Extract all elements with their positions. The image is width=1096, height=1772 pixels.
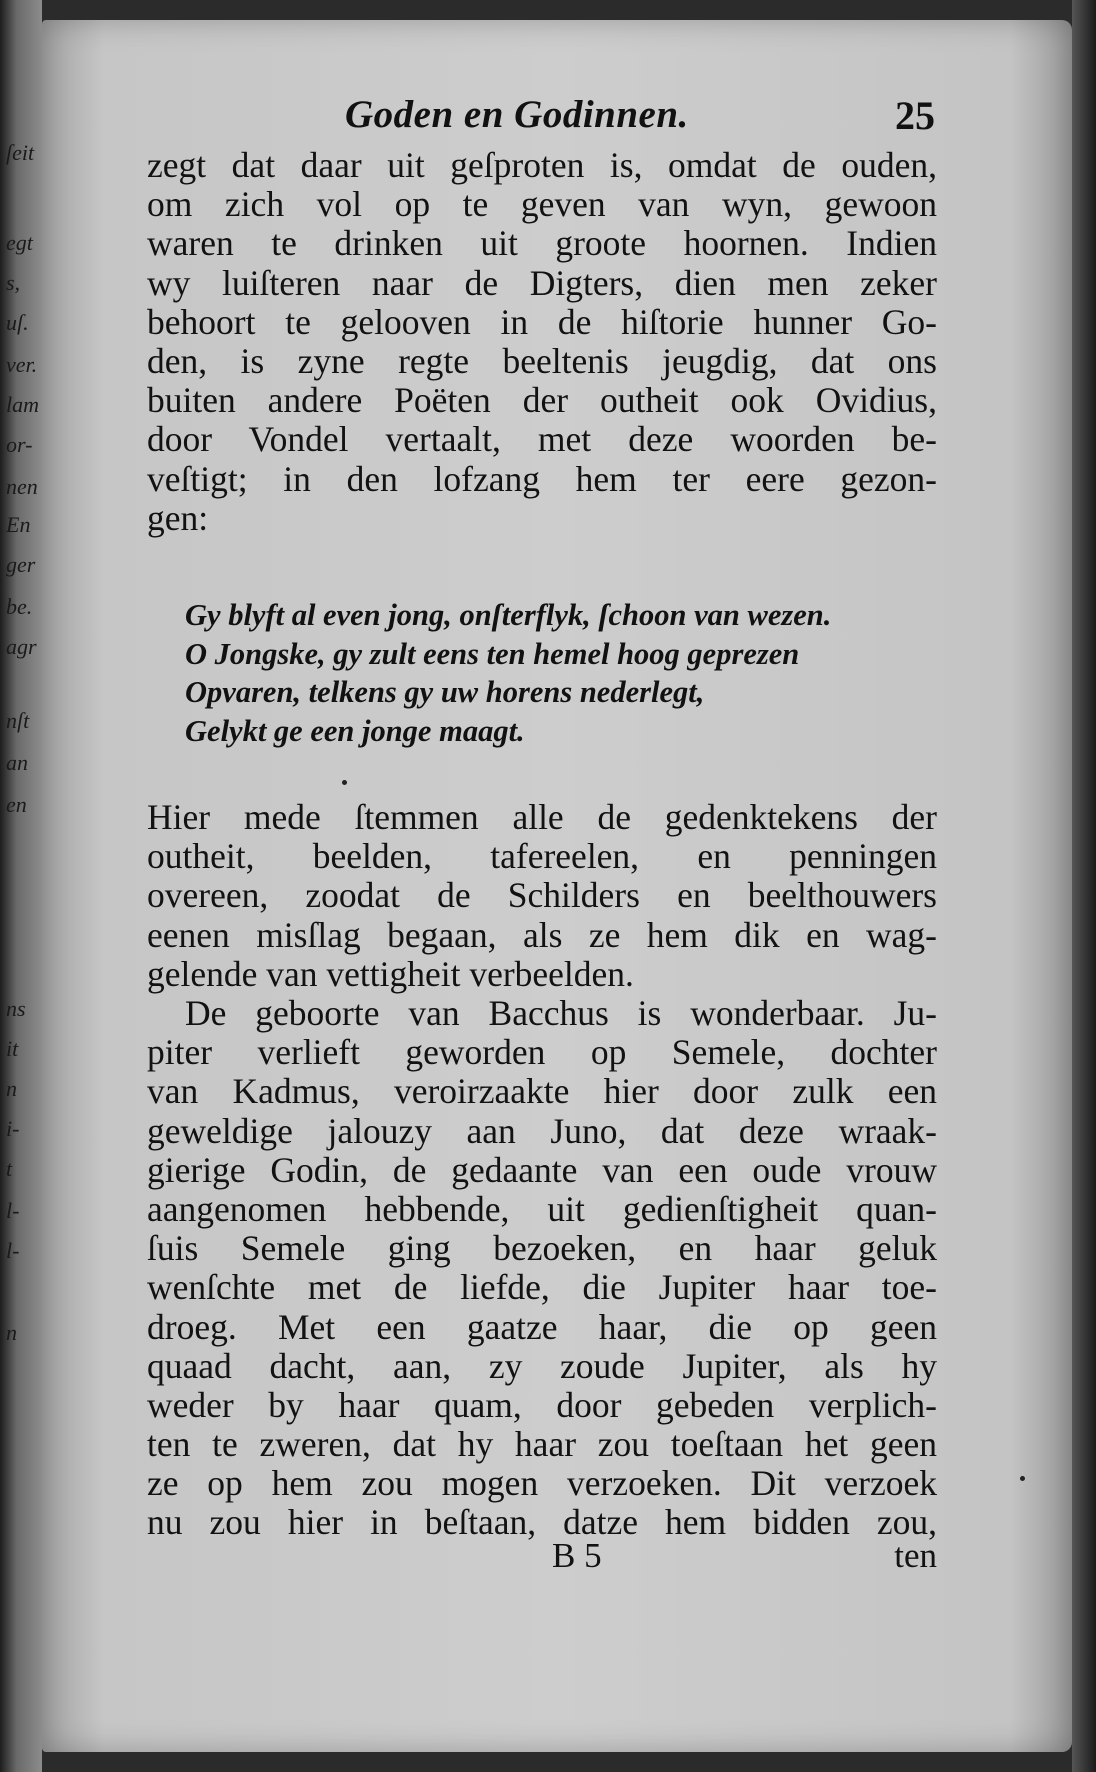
paragraph-3 xyxy=(147,994,937,1543)
margin-fragment: nſt xyxy=(6,708,30,733)
paragraph-1 xyxy=(147,146,937,538)
text-line: gelende van vettigheit verbeelden. xyxy=(147,953,634,994)
signature-mark: B 5 xyxy=(552,1536,602,1575)
running-title: Goden en Godinnen. xyxy=(345,93,689,136)
paragraph-2 xyxy=(147,798,937,994)
margin-fragment: ſeit xyxy=(6,140,35,165)
text-line: nu zou hier in beſtaan, datze hem bidden zou, xyxy=(147,1502,937,1543)
text-line: overeen, zoodat de Schilders en beelthouwers xyxy=(147,875,937,916)
text-line: outheit, beelden, tafereelen, en penningen xyxy=(147,836,937,877)
verse-line: Gelykt ge een jonge maagt. xyxy=(185,713,525,748)
verse-line: Opvaren, telkens gy uw horens nederlegt, xyxy=(185,675,705,709)
margin-fragment: l- xyxy=(6,1198,20,1223)
text-line: ten te zweren, dat hy haar zou toeſtaan het geen xyxy=(147,1424,937,1465)
text-line: geweldige jalouzy aan Juno, dat deze wraak- xyxy=(147,1110,937,1151)
text-line: buiten andere Poëten der outheit ook Ovidius, xyxy=(147,380,937,421)
margin-fragment: egt xyxy=(6,230,33,255)
ink-speck xyxy=(342,780,347,785)
margin-fragment: an xyxy=(6,750,28,775)
text-line: behoort te gelooven in de hiſtorie hunner Go- xyxy=(147,301,937,342)
verse-line: Gy blyft al even jong, onſterflyk, ſchoon van wezen. xyxy=(185,598,832,632)
margin-fragment: s, xyxy=(6,270,21,295)
margin-fragment: l- xyxy=(6,1238,20,1263)
verse-line: O Jongske, gy zult eens ten hemel hoog geprezen xyxy=(185,636,800,671)
margin-fragment: be. xyxy=(6,594,33,619)
text-line: gierige Godin, de gedaante van een oude vrouw xyxy=(147,1149,937,1190)
margin-fragment: lam xyxy=(6,392,39,417)
text-line: wy luiſteren naar de Digters, dien men zeker xyxy=(147,262,937,303)
margin-fragment: n xyxy=(6,1320,17,1345)
text-line: veſtigt; in den lofzang hem ter eere gezon- xyxy=(147,458,937,499)
margin-fragment: nen xyxy=(6,474,38,499)
page-header xyxy=(145,86,935,146)
text-line: Hier mede ſtemmen alle de gedenktekens der xyxy=(147,797,937,837)
text-line: piter verlieft geworden op Semele, dochter xyxy=(147,1032,937,1073)
text-line: aangenomen hebbende, uit gedienſtigheit quan- xyxy=(147,1188,937,1229)
margin-fragment: or- xyxy=(6,432,33,457)
ink-speck xyxy=(1020,1476,1025,1481)
verse-quotation xyxy=(185,596,945,750)
catchword: ten xyxy=(894,1536,937,1575)
right-page-edge xyxy=(1072,0,1096,1772)
text-line: gen: xyxy=(147,497,209,538)
text-line: ze op hem zou mogen verzoeken. Dit verzoek xyxy=(147,1463,937,1504)
text-line: weder by haar quam, door gebeden verplich- xyxy=(147,1384,937,1425)
margin-fragment: t xyxy=(6,1156,13,1181)
text-line: waren te drinken uit groote hoornen. Indien xyxy=(147,223,937,264)
margin-fragment: En xyxy=(6,512,31,537)
page-footer xyxy=(147,1536,937,1580)
margin-fragment: ns xyxy=(6,996,26,1021)
margin-fragment: agr xyxy=(6,634,37,659)
margin-fragment: i- xyxy=(6,1116,20,1141)
margin-fragment: it xyxy=(6,1036,19,1061)
page-number: 25 xyxy=(895,93,935,138)
left-page-sliver xyxy=(0,0,42,1772)
text-line: eenen misſlag begaan, als ze hem dik en wag- xyxy=(147,914,937,955)
text-line: door Vondel vertaalt, met deze woorden be- xyxy=(147,419,937,460)
text-line: ſuis Semele ging bezoeken, en haar geluk xyxy=(147,1228,937,1269)
text-line: van Kadmus, veroirzaakte hier door zulk een xyxy=(147,1071,937,1112)
text-line: den, is zyne regte beeltenis jeugdig, dat ons xyxy=(147,340,937,381)
margin-fragment: ver. xyxy=(6,352,38,377)
margin-fragment: en xyxy=(6,792,27,817)
margin-fragment: uſ. xyxy=(6,310,29,335)
text-line: om zich vol op te geven van wyn, gewoon xyxy=(147,184,937,225)
text-line: droeg. Met een gaatze haar, die op geen xyxy=(147,1306,937,1347)
margin-fragment: n xyxy=(6,1076,17,1101)
text-line: De geboorte van Bacchus is wonderbaar. Ju- xyxy=(185,993,937,1033)
text-line: zegt dat daar uit geſproten is, omdat de ouden, xyxy=(147,145,937,185)
margin-fragment: ger xyxy=(6,552,36,577)
text-line: quaad dacht, aan, zy zoude Jupiter, als hy xyxy=(147,1345,937,1386)
text-line: wenſchte met de liefde, die Jupiter haar toe- xyxy=(147,1267,937,1308)
